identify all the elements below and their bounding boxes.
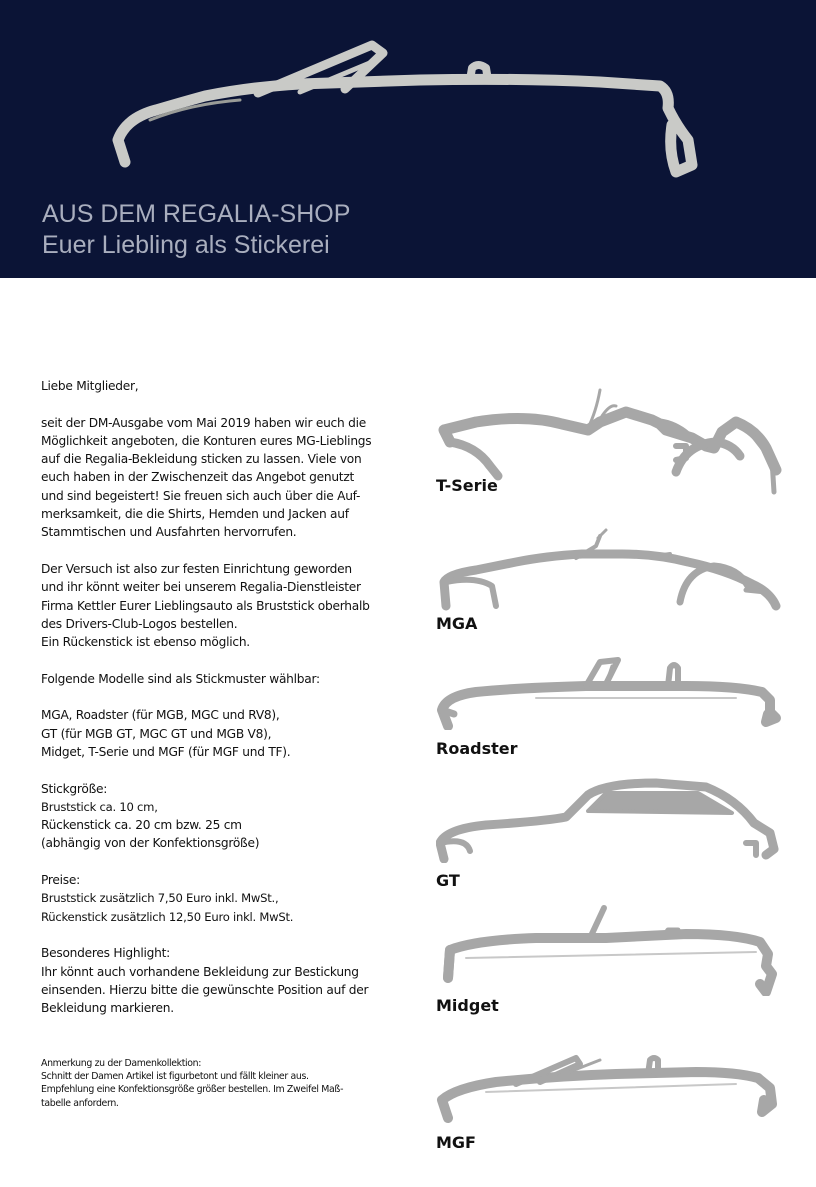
- highlight-section: [41, 944, 406, 1017]
- text-line: seit der DM-Ausgabe vom Mai 2019 haben wir euch die: [41, 415, 366, 430]
- offer-paragraph: [41, 560, 406, 651]
- footnote: [41, 1057, 403, 1110]
- text-line: euch haben in der Zwischenzeit das Angebot genutzt: [41, 470, 354, 485]
- text-line: Rückenstick zusätzlich 12,50 Euro inkl. MwSt.: [41, 909, 294, 924]
- text-line: merksamkeit, die die Shirts, Hemden und Jacken auf: [41, 507, 349, 522]
- size-section: [41, 780, 406, 853]
- price-heading: Preise:: [41, 873, 80, 888]
- model-label-gt: GT: [436, 871, 460, 890]
- text-line: Der Versuch ist also zur festen Einrichtung geworden: [41, 561, 352, 576]
- text-line: Midget, T-Serie und MGF (für MGF und TF).: [41, 744, 291, 759]
- text-line: Möglichkeit angeboten, die Konturen eures MG-Lieblings: [41, 433, 372, 448]
- text-line: MGA, Roadster (für MGB, MGC und RV8),: [41, 708, 280, 723]
- note-line: Schnitt der Damen Artikel ist figurbetont und fällt kleiner aus.: [41, 1071, 309, 1083]
- model-label-midget: Midget: [436, 996, 499, 1015]
- highlight-heading: Besonderes Highlight:: [41, 946, 170, 961]
- text-line: Firma Kettler Eurer Lieblingsauto als Bruststick oberhalb: [41, 598, 370, 613]
- gt-silhouette-icon: [436, 777, 782, 863]
- text-line: (abhängig von der Konfektionsgröße): [41, 836, 260, 851]
- header-banner: [0, 0, 816, 278]
- text-line: Ihr könnt auch vorhandene Bekleidung zur Bestickung: [41, 964, 359, 979]
- text-line: Stammtischen und Ausfahrten hervorrufen.: [41, 525, 297, 540]
- mga-silhouette-icon: [436, 526, 782, 614]
- text-line: Bruststick ca. 10 cm,: [41, 799, 158, 814]
- models-paragraph: [41, 706, 406, 761]
- text-line: und ihr könnt weiter bei unserem Regalia-Dienstleister: [41, 580, 361, 595]
- model-label-roadster: Roadster: [436, 739, 518, 758]
- text-line: Bekleidung markieren.: [41, 1001, 174, 1016]
- size-heading: Stickgröße:: [41, 781, 108, 796]
- intro-paragraph: [41, 414, 406, 542]
- note-line: tabelle anfordern.: [41, 1097, 119, 1109]
- greeting: Liebe Mitglieder,: [41, 379, 139, 393]
- letter-body: [41, 377, 406, 1036]
- note-line: Empfehlung eine Konfektionsgröße größer bestellen. Im Zweifel Maß-: [41, 1084, 344, 1096]
- text-line: und sind begeistert! Sie freuen sich auch über die Auf-: [41, 488, 361, 503]
- midget-silhouette-icon: [436, 904, 782, 996]
- roadster-silhouette-icon: [436, 656, 782, 730]
- page-subtitle: Euer Liebling als Stickerei: [42, 231, 330, 259]
- text-line: Bruststick zusätzlich 7,50 Euro inkl. MwSt.,: [41, 891, 279, 906]
- text-line: Rückenstick ca. 20 cm bzw. 25 cm: [41, 818, 242, 833]
- models-intro: Folgende Modelle sind als Stickmuster wählbar:: [41, 671, 320, 686]
- note-line: Anmerkung zu der Damenkollektion:: [41, 1058, 202, 1069]
- price-section: [41, 871, 406, 926]
- text-line: auf die Regalia-Bekleidung sticken zu lassen. Viele von: [41, 452, 362, 467]
- text-line: GT (für MGB GT, MGC GT und MGB V8),: [41, 726, 272, 741]
- model-label-mgf: MGF: [436, 1133, 476, 1152]
- text-line: Ein Rückenstick ist ebenso möglich.: [41, 635, 250, 650]
- text-line: des Drivers-Club-Logos bestellen.: [41, 616, 238, 631]
- page-title: AUS DEM REGALIA-SHOP: [42, 200, 351, 228]
- model-label-t-serie: T-Serie: [436, 476, 498, 495]
- text-line: einsenden. Hierzu bitte die gewünschte Position auf der: [41, 982, 369, 997]
- mgf-silhouette-icon: [436, 1038, 782, 1128]
- model-label-mga: MGA: [436, 614, 478, 633]
